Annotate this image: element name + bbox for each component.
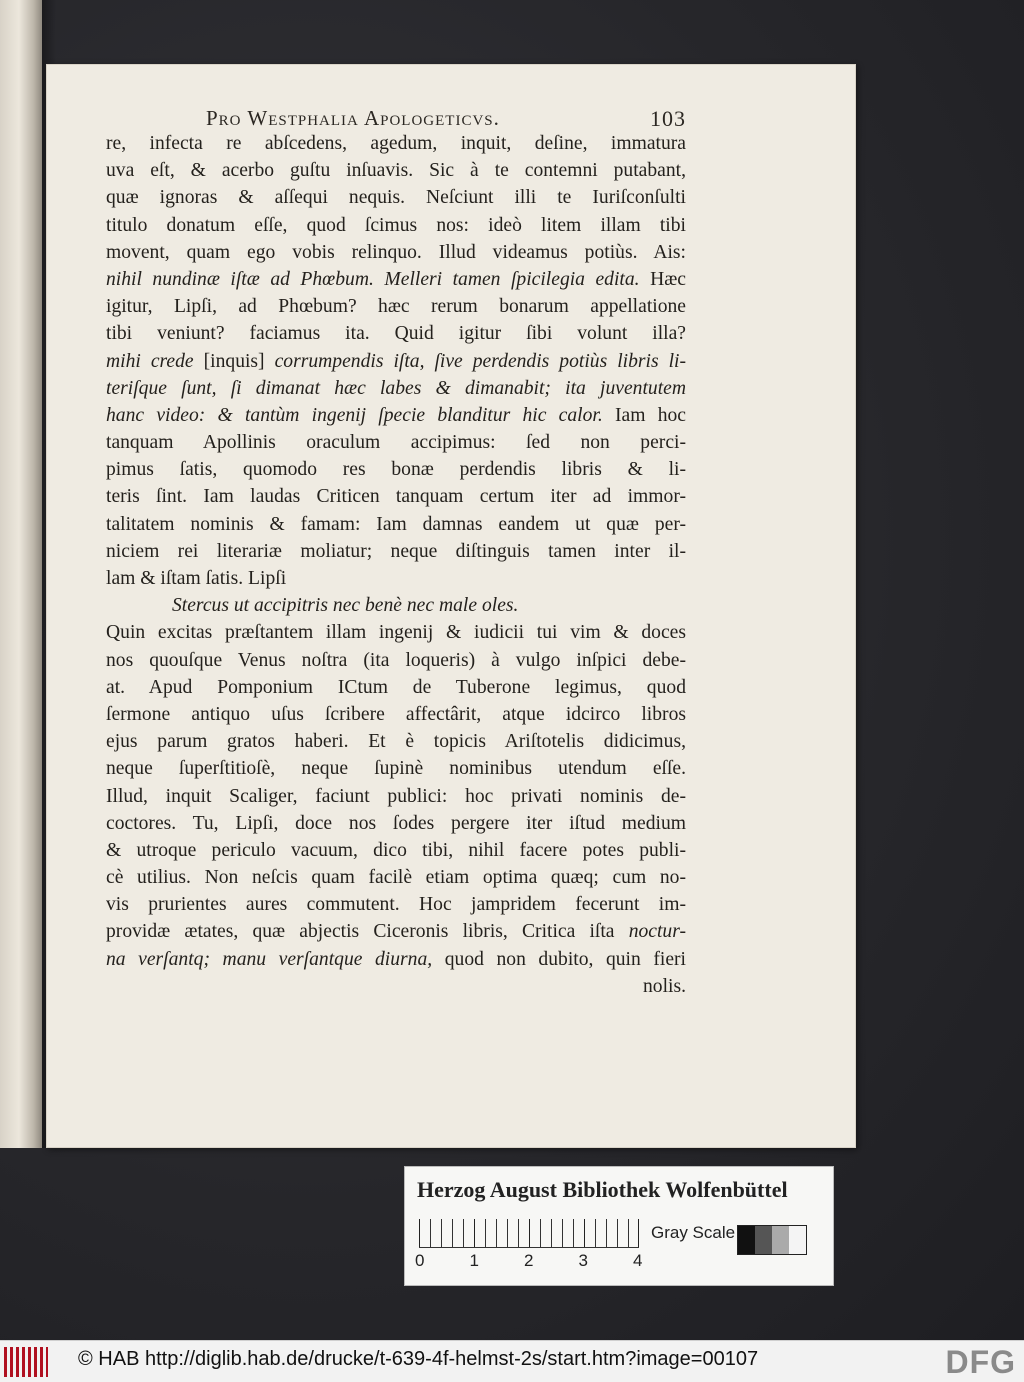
text-line: coctores. Tu, Lipſi, doce nos ſodes pergere iter iſtud medium xyxy=(106,812,686,834)
text-line: mihi crede [inquis] corrumpendis iſta, ſive perdendis potiùs libris li- xyxy=(106,350,686,372)
previous-page-edge xyxy=(0,0,42,1148)
text-line: re, infecta re abſcedens, agedum, inquit, deſine, immatura xyxy=(106,133,686,154)
gray-swatch-cell xyxy=(755,1226,772,1254)
copyright-link[interactable]: © HAB http://diglib.hab.de/drucke/t-639-4f-helmst-2s/start.htm?image=00107 xyxy=(78,1348,759,1370)
text-line: ejus parum gratos haberi. Et è topicis Ariſtotelis didicimus, xyxy=(106,731,686,753)
page-number: 103 xyxy=(650,106,686,131)
gray-swatch-cell xyxy=(789,1226,806,1254)
ruler-number: 0 xyxy=(415,1251,425,1270)
text-line: tanquam Apollinis oraculum accipimus: ſed non perci- xyxy=(106,432,686,454)
text-line: nolis. xyxy=(642,975,686,997)
text-line: Illud, inquit Scaliger, faciunt publici: hoc privati nominis de- xyxy=(106,785,686,807)
text-line: nos quouſque Venus noſtra (ita loqueris) à vulgo inſpici debe- xyxy=(106,649,686,671)
color-target-card xyxy=(404,1166,834,1286)
library-name: Herzog August Bibliothek Wolfenbüttel xyxy=(417,1177,788,1202)
ruler-number: 1 xyxy=(469,1251,479,1270)
text-line: Quin excitas præſtantem illam ingenij & iudicii tui vim & doces xyxy=(106,622,686,644)
ruler-numbers xyxy=(415,1251,655,1275)
text-line: pimus ſatis, quomodo res bonæ perdendis libris & li- xyxy=(106,459,686,481)
text-line: providæ ætates, quæ abjectis Ciceronis libris, Critica iſta noctur- xyxy=(106,921,686,943)
gray-scale-label: Gray Scale xyxy=(651,1223,736,1242)
gray-swatch-cell xyxy=(738,1226,755,1254)
scale-ruler xyxy=(419,1219,639,1248)
ruler-number: 3 xyxy=(578,1251,588,1270)
text-line: & utroque periculo vacuum, dico tibi, nihil facere potes publi- xyxy=(106,839,686,861)
text-line: vis prurientes aures commutent. Hoc jampridem fecerunt im- xyxy=(106,894,686,916)
text-line: tibi veniunt? faciamus ita. Quid igitur ſibi volunt illa? xyxy=(106,323,686,345)
text-line: uva eſt, & acerbo guſtu inſuavis. Sic à te contemni putabant, xyxy=(106,160,686,182)
text-line: nihil nundinæ iſtæ ad Phœbum. Melleri tamen ſpicilegia edita. Hæc xyxy=(106,268,686,290)
hab-logo-icon[interactable] xyxy=(4,1347,48,1377)
text-line: igitur, Lipſi, ad Phœbum? hæc rerum bonarum appellatione xyxy=(106,296,686,318)
text-line: cè utilius. Non neſcis quam facilè etiam optima quæq; cum no- xyxy=(106,867,686,889)
text-line: talitatem nominis & famam: Iam damnas eandem ut quæ per- xyxy=(106,513,686,535)
footer-bar xyxy=(0,1340,1024,1382)
text-line: ſermone antiquo uſus ſcribere affectârit, atque idcirco libros xyxy=(106,703,686,725)
running-head-title: Pro Westphalia Apologeticvs. xyxy=(206,106,500,130)
text-line: at. Apud Pomponium ICtum de Tuberone legimus, quod xyxy=(106,676,686,698)
text-line: titulo donatum eſſe, quod ſcimus nos: ideò litem illam tibi xyxy=(106,214,686,236)
text-line: na verſantq; manu verſantque diurna, quod non dubito, quin fieri xyxy=(106,948,686,970)
text-line: lam & iſtam ſatis. Lipſi xyxy=(106,568,287,589)
text-line: niciem rei literariæ moliatur; neque diſtinguis tamen inter il- xyxy=(106,540,686,562)
gray-swatch-cell xyxy=(772,1226,789,1254)
text-line: Stercus ut accipitris nec benè nec male oles. xyxy=(172,595,519,617)
text-line: teris ſint. Iam laudas Criticen tanquam certum iter ad immor- xyxy=(106,486,686,508)
text-line: neque ſuperſtitioſè, neque ſupinè nominibus utendum eſſe. xyxy=(106,758,686,780)
dfg-logo[interactable]: DFG xyxy=(945,1344,1016,1380)
text-line: quæ ignoras & aſſequi nequis. Neſciunt illi te Iuriſconſulti xyxy=(106,187,686,209)
text-line: hanc video: & tantùm ingenij ſpecie blanditur hic calor. Iam hoc xyxy=(106,404,686,426)
ruler-number: 4 xyxy=(633,1251,643,1270)
ruler-number: 2 xyxy=(524,1251,534,1270)
page-text-block xyxy=(106,130,686,1000)
text-line: movent, quam ego vobis relinquo. Illud videamus potiùs. Ais: xyxy=(106,241,686,263)
gray-scale-swatch xyxy=(737,1225,807,1255)
text-line: teriſque ſunt, ſi dimanat hæc labes & dimanabit; ita juventutem xyxy=(106,377,686,399)
